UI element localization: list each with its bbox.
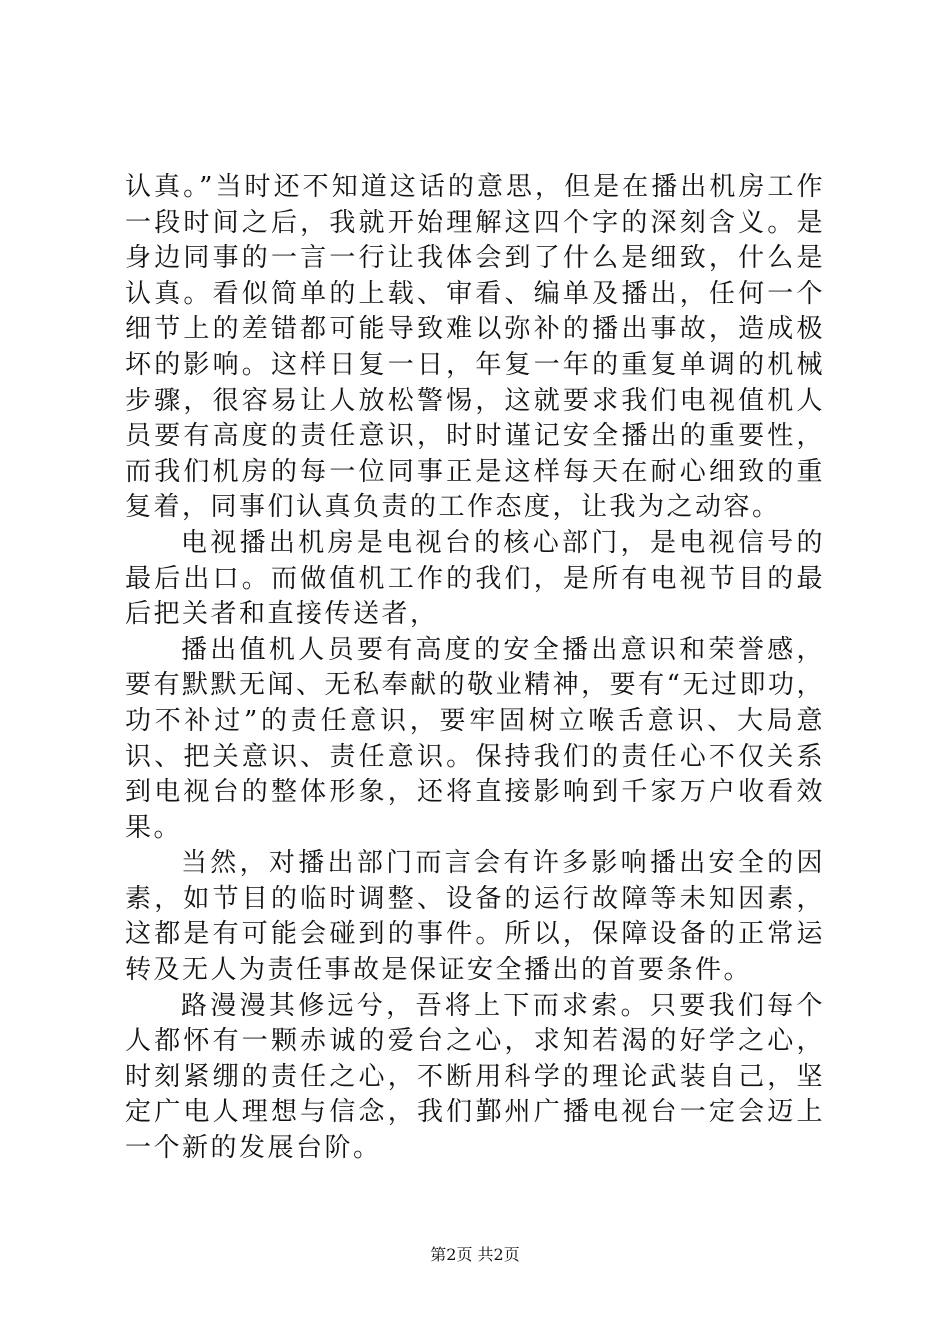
paragraph-conclusion: 路漫漫其修远兮，吾将上下而求索。只要我们每个人都怀有一颗赤诚的爱台之心，求知若渴的好学之心，时刻紧绷的责任之心，不断用科学的理论武装自己，坚定广电人理想与信念，我们鄞州广播电视台一定会迈上一个新的发展台阶。 xyxy=(125,990,825,1164)
paragraph-broadcast-room: 电视播出机房是电视台的核心部门，是电视信号的最后出口。而做值机工作的我们，是所有电视节目的最后把关者和直接传送者， xyxy=(125,527,825,630)
paragraph-duty-staff: 播出值机人员要有高度的安全播出意识和荣誉感，要有默默无闻、无私奉献的敬业精神，要有“无过即功，功不补过”的责任意识，要牢固树立喉舌意识、大局意识、把关意识、责任意识。保持我们的责任心不仅关系到电视台的整体形象，还将直接影响到千家万户收看效果。 xyxy=(125,634,825,843)
paragraph-continuation: 认真。”当时还不知道这话的意思，但是在播出机房工作一段时间之后，我就开始理解这四个字的深刻含义。是身边同事的一言一行让我体会到了什么是细致，什么是认真。看似简单的上载、审看、编单及播出，任何一个细节上的差错都可能导致难以弥补的播出事故，造成极坏的影响。这样日复一日，年复一年的重复单调的机械步骤，很容易让人放松警惕，这就要求我们电视值机人员要有高度的责任意识，时时谨记安全播出的重要性，而我们机房的每一位同事正是这样每天在耐心细致的重复着，同事们认真负责的工作态度，让我为之动容。 xyxy=(125,172,825,523)
page-number-footer: 第2页 共2页 xyxy=(430,1245,520,1264)
paragraph-safety-factors: 当然，对播出部门而言会有许多影响播出安全的因素，如节目的临时调整、设备的运行故障等未知因素，这都是有可能会碰到的事件。所以，保障设备的正常运转及无人为责任事故是保证安全播出的首要条件。 xyxy=(125,848,825,986)
document-body xyxy=(125,170,825,1167)
